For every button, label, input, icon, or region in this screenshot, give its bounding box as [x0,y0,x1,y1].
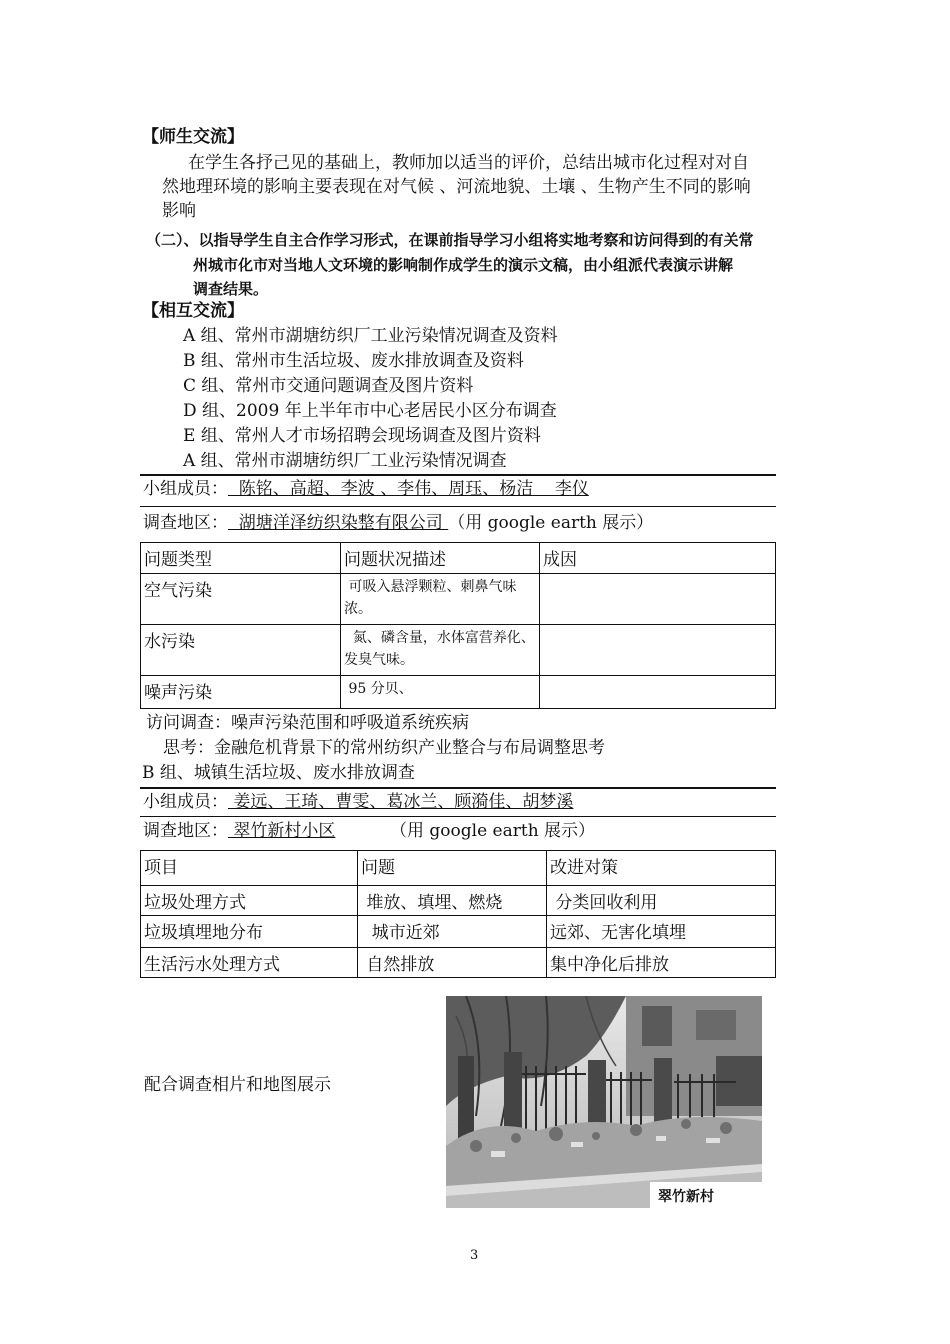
table-cell: 堆放、填埋、燃烧 [358,886,547,916]
list-item: C 组、常州市交通问题调查及图片资料 [183,376,474,396]
paragraph-line: 然地理环境的影响主要表现在对气候 、河流地貌、土壤 、生物产生不同的影响 [162,177,751,197]
table-cell: 水污染 [141,625,341,676]
table-row [141,676,776,709]
list-item: D 组、2009 年上半年市中心老居民小区分布调查 [183,401,557,421]
members-label: 小组成员： [143,792,228,812]
table-header-cell: 问题类型 [141,543,341,574]
section-heading-exchange: 【相互交流】 [142,301,244,321]
table-header-cell: 项目 [141,851,358,886]
members-label: 小组成员： [143,479,228,499]
site-note: （用 google earth 展示） [390,821,596,841]
table-header-cell: 成因 [540,543,776,574]
group-b-table [140,850,776,978]
section2-line: 州城市化市对当地人文环境的影响制作成学生的演示文稿，由小组派代表演示讲解 [193,256,734,274]
table-cell [540,676,776,709]
table-row [141,886,776,916]
section2-line: 调查结果。 [193,280,269,298]
site-label: 调查地区： [143,821,228,841]
table-cell [540,625,776,676]
paragraph-line: 影响 [162,201,196,221]
table-row [141,625,776,676]
table-row [141,948,776,978]
table-cell: 垃圾处理方式 [141,886,358,916]
table-cell: 生活污水处理方式 [141,948,358,978]
rule-line [140,506,776,507]
table-header-cell: 问题状况描述 [341,543,540,574]
table-cell: 远郊、无害化填埋 [547,916,776,948]
table-header-row [141,851,776,886]
interview-note: 访问调查：噪声污染范围和呼吸道系统疾病 [146,713,469,733]
group-a-site-row [143,510,653,537]
table-cell: 空气污染 [141,574,341,625]
group-b-title: B 组、城镇生活垃圾、废水排放调查 [142,763,415,783]
table-row [141,916,776,948]
table-cell: 集中净化后排放 [547,948,776,978]
group-a-members-row [143,476,706,503]
table-header-cell: 问题 [358,851,547,886]
table-cell: 自然排放 [358,948,547,978]
photo-caption-left: 配合调查相片和地图展示 [144,1075,331,1095]
list-item: A 组、常州市湖塘纺织厂工业污染情况调查及资料 [183,326,558,346]
survey-photo [446,996,762,1208]
section2-line: （二）、以指导学生自主合作学习形式，在课前指导学习小组将实地考察和访问得到的有关常 [146,231,754,249]
site-value: 翠竹新村小区 [228,821,336,841]
list-item: A 组、常州市湖塘纺织厂工业污染情况调查 [183,451,507,471]
table-header-cell: 改进对策 [547,851,776,886]
photo-illustration [446,996,762,1208]
paragraph-line: 在学生各抒己见的基础上，教师加以适当的评价，总结出城市化过程对对自 [188,153,749,173]
table-cell [540,574,776,625]
table-cell: 可吸入悬浮颗粒、刺鼻气味浓。 [341,574,540,625]
table-cell: 城市近郊 [358,916,547,948]
rule-line [140,816,776,817]
list-item: B 组、常州市生活垃圾、废水排放调查及资料 [183,351,524,371]
table-cell: 垃圾填埋地分布 [141,916,358,948]
table-cell: 噪声污染 [141,676,341,709]
site-label: 调查地区： [143,513,228,533]
table-row [141,574,776,625]
site-note: （用 google earth 展示） [448,513,654,533]
group-b-members-row [143,789,660,816]
page-number: 3 [470,1248,479,1263]
table-cell: 氮、磷含量，水体富营养化、发臭气味。 [341,625,540,676]
thinking-note: 思考：金融危机背景下的常州纺织产业整合与布局调整思考 [163,738,605,758]
table-cell: 95 分贝、 [341,676,540,709]
group-b-site-row [143,818,595,845]
site-value: 湖塘洋泽纺织染整有限公司 [228,513,449,533]
table-cell: 分类回收利用 [547,886,776,916]
members-value: 陈铭、高超、李波 、李伟、周珏、杨洁 李仪 [228,479,589,499]
members-value: 姜远、王琦、曹雯、葛冰兰、顾漪佳、胡梦溪 [228,792,574,812]
group-a-table [140,542,776,709]
list-item: E 组、常州人才市场招聘会现场调查及图片资料 [183,426,541,446]
photo-label: 翠竹新村 [658,1189,714,1205]
section-heading-teacher-student: 【师生交流】 [142,127,244,147]
table-header-row [141,543,776,574]
